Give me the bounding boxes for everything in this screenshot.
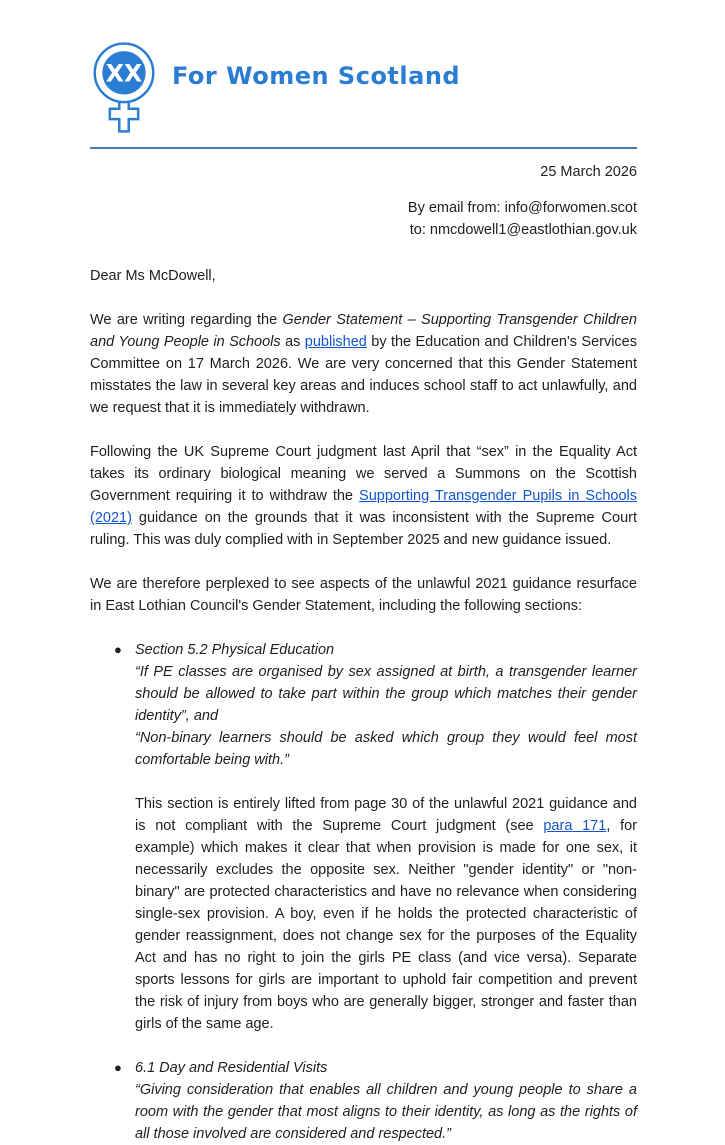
supporting-transgender-pupils-link[interactable]: Supporting Transgender Pupils in Schools (2021) bbox=[90, 488, 638, 526]
letter-body bbox=[90, 265, 637, 1145]
bullet-title: Section 5.2 Physical Education bbox=[135, 642, 335, 658]
bullet-title: 6.1 Day and Residential Visits bbox=[135, 1060, 328, 1076]
letter-date: 25 March 2026 bbox=[540, 164, 637, 180]
bullet-quote: “Non-binary learners should be asked which group they would feel most comfortable being with.” bbox=[135, 730, 637, 768]
xx-monogram: XX bbox=[105, 59, 143, 88]
paragraph-text: by the Education and Children's Services Committee on 17 March 2026. We are very concerned that this Gender Statement misstates the law in several key areas and induces school staff to act unlawfully, and we request that it is immediately withdrawn. bbox=[90, 334, 638, 416]
published-link[interactable]: published bbox=[304, 334, 367, 350]
venus-symbol-icon bbox=[90, 40, 158, 134]
bullet-section-5-2 bbox=[90, 639, 637, 771]
org-name: For Women Scotland bbox=[172, 62, 461, 90]
analysis-paragraph bbox=[135, 793, 637, 1035]
bullet-icon: ● bbox=[114, 642, 122, 657]
perplexed-paragraph: We are therefore perplexed to see aspects of the unlawful 2021 guidance resurface in East Lothian Council's Gender Statement, including the following sections: bbox=[90, 576, 637, 614]
bullet-quote: “If PE classes are organised by sex assigned at birth, a transgender learner should be allowed to take part within the group which matches their gender identity”, and bbox=[135, 664, 637, 724]
intro-paragraph bbox=[90, 309, 637, 419]
paragraph-text: Following the UK Supreme Court judgment last April that “sex” in the Equality Act takes its ordinary biological meaning we served a Summons on the Scottish Government requiring it to withdraw the bbox=[90, 444, 637, 504]
bullet-quote: “Giving consideration that enables all children and young people to share a room with the gender that most aligns to their identity, as long as the rights of all those involved are considered and respected.” bbox=[135, 1082, 637, 1142]
document-title-text: Gender Statement – Supporting Transgender Children and Young People in Schools bbox=[90, 312, 637, 350]
bullet-section-6-1 bbox=[90, 1057, 637, 1145]
paragraph-text: This section is entirely lifted from page 30 of the unlawful 2021 guidance and is not compliant with the Supreme Court judgment (see bbox=[135, 796, 637, 834]
letter-header bbox=[90, 40, 637, 134]
meta-block bbox=[90, 161, 637, 241]
paragraph-text: as bbox=[280, 334, 305, 350]
paragraph-text: We are writing regarding the bbox=[90, 312, 283, 328]
email-from-line: By email from: info@forwomen.scot bbox=[407, 200, 637, 216]
paragraph-text: guidance on the grounds that it was inconsistent with the Supreme Court ruling. This was duly complied with in September 2025 and new guidance issued. bbox=[90, 510, 637, 548]
para-171-link[interactable]: para 171 bbox=[543, 818, 607, 834]
header-divider bbox=[90, 147, 637, 149]
bullet-icon: ● bbox=[114, 1060, 122, 1075]
email-to-line: to: nmcdowell1@eastlothian.gov.uk bbox=[409, 222, 637, 238]
supreme-court-paragraph bbox=[90, 441, 637, 551]
paragraph-text: , for example) which makes it clear that when provision is made for one sex, it necessarily excludes the opposite sex. Neither "gender identity" or "non-binary" are protected characteristics and have no relevance when considering single-sex provision. A boy, even if he holds the protected characteristic of gender reassignment, does not change sex for the purposes of the Equality Act and has no right to join the girls PE class (and vice versa). Separate sports lessons for girls are important to uphold fair competition and prevent the risk of injury from boys who are generally bigger, stronger and faster than girls of the same age. bbox=[135, 818, 637, 1032]
salutation: Dear Ms McDowell, bbox=[90, 268, 216, 284]
